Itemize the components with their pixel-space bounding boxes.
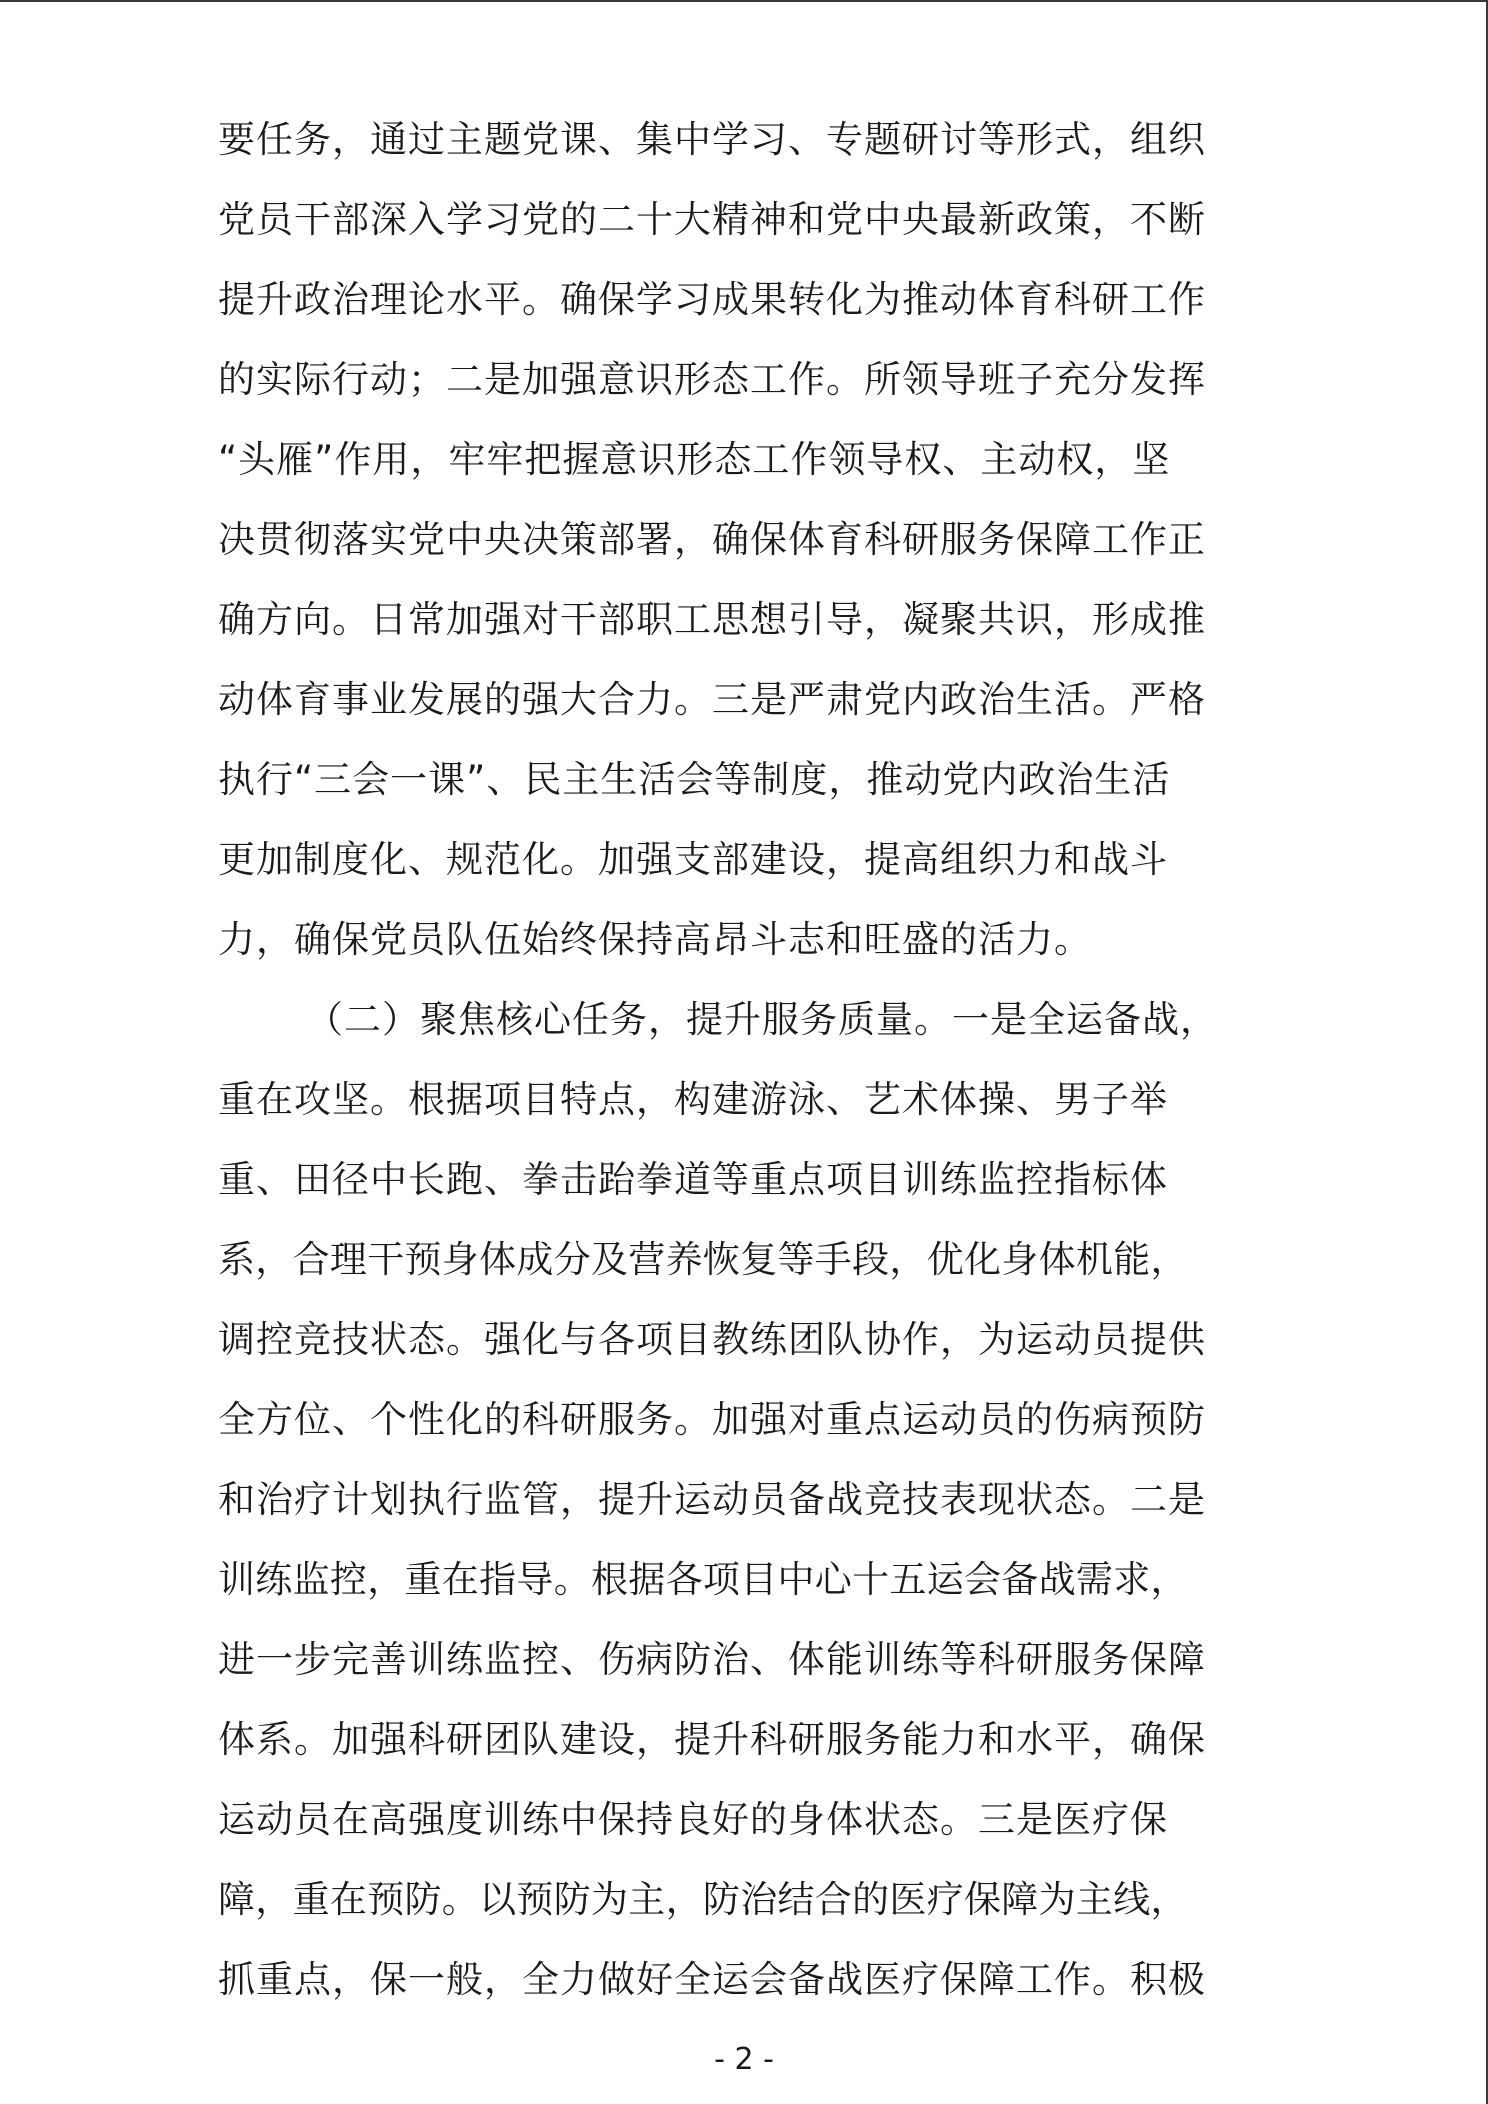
text-line: 提升政治理论水平。确保学习成果转化为推动体育科研工作	[218, 278, 1206, 321]
text-line: 重在攻坚。根据项目特点，构建游泳、艺术体操、男子举	[218, 1078, 1168, 1121]
text-line: 决贯彻落实党中央决策部署，确保体育科研服务保障工作正	[218, 518, 1206, 561]
text-line: 抓重点，保一般，全力做好全运会备战医疗保障工作。积极	[218, 1958, 1206, 2001]
text-line: 进一步完善训练监控、伤病防治、体能训练等科研服务保障	[218, 1638, 1206, 1681]
text-line: 全方位、个性化的科研服务。加强对重点运动员的伤病预防	[218, 1398, 1206, 1441]
section-heading-line: （二）聚焦核心任务，提升服务质量。一是全运备战，	[306, 998, 1218, 1041]
text-line: 系，合理干预身体成分及营养恢复等手段，优化身体机能，	[218, 1238, 1188, 1281]
text-line: 动体育事业发展的强大合力。三是严肃党内政治生活。严格	[218, 678, 1206, 721]
text-line: 训练监控，重在指导。根据各项目中心十五运会备战需求，	[218, 1558, 1188, 1601]
text-line: 党员干部深入学习党的二十大精神和党中央最新政策，不断	[218, 198, 1206, 241]
text-line: “头雁”作用，牢牢把握意识形态工作领导权、主动权，坚	[218, 438, 1171, 481]
text-line: 的实际行动；二是加强意识形态工作。所领导班子充分发挥	[218, 358, 1206, 401]
page-number: - 2 -	[714, 2042, 774, 2077]
text-line: 更加制度化、规范化。加强支部建设，提高组织力和战斗	[218, 838, 1168, 881]
document-body	[218, 100, 1288, 2020]
text-line: 力，确保党员队伍始终保持高昂斗志和旺盛的活力。	[218, 918, 1092, 961]
text-line: 体系。加强科研团队建设，提升科研服务能力和水平，确保	[218, 1718, 1206, 1761]
text-line: 调控竞技状态。强化与各项目教练团队协作，为运动员提供	[218, 1318, 1206, 1361]
text-line: 运动员在高强度训练中保持良好的身体状态。三是医疗保	[218, 1798, 1168, 1841]
text-line: 障，重在预防。以预防为主，防治结合的医疗保障为主线，	[218, 1878, 1188, 1921]
text-line: 执行“三会一课”、民主生活会等制度，推动党内政治生活	[218, 758, 1171, 801]
text-line: 重、田径中长跑、拳击跆拳道等重点项目训练监控指标体	[218, 1158, 1168, 1201]
text-line: 要任务，通过主题党课、集中学习、专题研讨等形式，组织	[218, 118, 1206, 161]
text-line: 和治疗计划执行监管，提升运动员备战竞技表现状态。二是	[218, 1478, 1206, 1521]
text-line: 确方向。日常加强对干部职工思想引导，凝聚共识，形成推	[218, 598, 1206, 641]
